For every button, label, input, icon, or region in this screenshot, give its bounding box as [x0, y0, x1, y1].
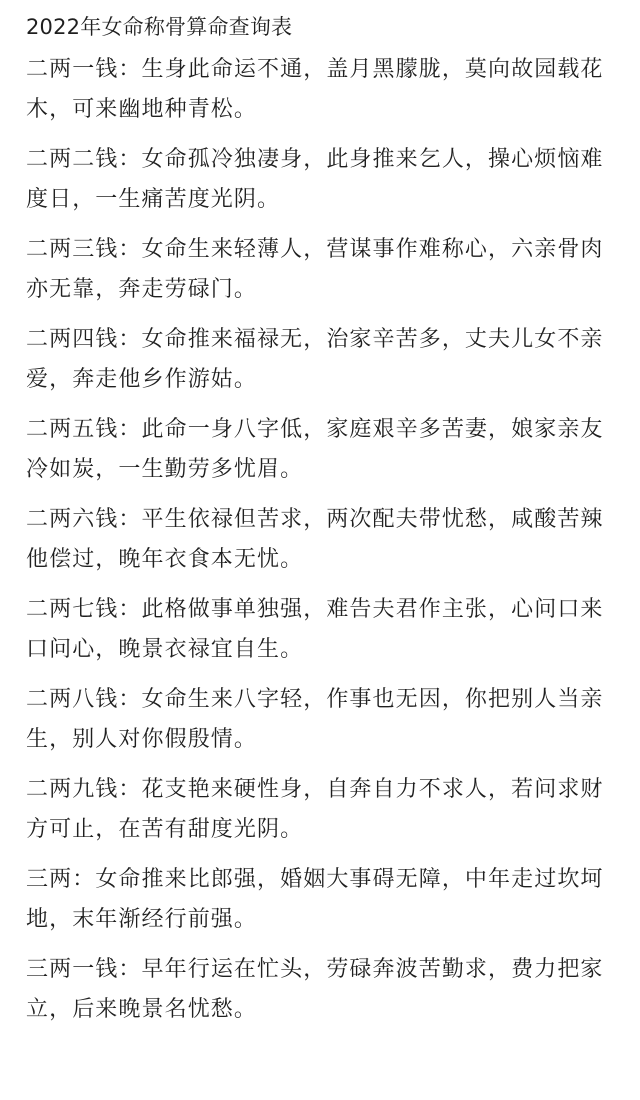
- fortune-entry-3-0: 三两：女命推来比郎强，婚姻大事碍无障，中年走过坎坷地，末年渐经行前强。: [26, 867, 604, 932]
- fortune-verse: 平生依禄但苦求，两次配夫带忧愁，咸酸苦辣他偿过，晚年衣食本无忧。: [26, 507, 604, 572]
- fortune-verse: 花支艳来硬性身，自奔自力不求人，若问求财方可止，在苦有甜度光阴。: [26, 777, 604, 842]
- fortune-verse: 女命生来八字轻，作事也无因，你把别人当亲生，别人对你假殷情。: [26, 687, 604, 752]
- bone-weight-label: 三两一钱: [26, 957, 119, 982]
- bone-weight-label: 三两: [26, 867, 73, 892]
- fortune-entry-2-7: 二两七钱：此格做事单独强，难告夫君作主张，心问口来口问心，晚景衣禄宜自生。: [26, 597, 604, 662]
- fortune-entry-2-8: 二两八钱：女命生来八字轻，作事也无因，你把别人当亲生，别人对你假殷情。: [26, 687, 604, 752]
- fortune-verse: 女命推来比郎强，婚姻大事碍无障，中年走过坎坷地，末年渐经行前强。: [26, 867, 604, 932]
- bone-weight-label: 二两一钱: [26, 57, 119, 82]
- fortune-entry-3-1: 三两一钱：早年行运在忙头，劳碌奔波苦勤求，费力把家立，后来晚景名忧愁。: [26, 957, 604, 1022]
- fortune-entry-2-5: 二两五钱：此命一身八字低，家庭艰辛多苦妻，娘家亲友冷如炭，一生勤劳多忧眉。: [26, 417, 604, 482]
- bone-weight-label: 二两八钱: [26, 687, 119, 712]
- bone-weight-label: 二两三钱: [26, 237, 119, 262]
- fortune-entry-2-1: 二两一钱：生身此命运不通，盖月黑朦胧，莫向故园载花木，可来幽地种青松。: [26, 57, 604, 122]
- fortune-verse: 生身此命运不通，盖月黑朦胧，莫向故园载花木，可来幽地种青松。: [26, 57, 604, 122]
- page-title: 2022年女命称骨算命查询表: [26, 15, 293, 39]
- fortune-verse: 早年行运在忙头，劳碌奔波苦勤求，费力把家立，后来晚景名忧愁。: [26, 957, 604, 1022]
- fortune-entry-2-6: 二两六钱：平生依禄但苦求，两次配夫带忧愁，咸酸苦辣他偿过，晚年衣食本无忧。: [26, 507, 604, 572]
- fortune-entry-2-9: 二两九钱：花支艳来硬性身，自奔自力不求人，若问求财方可止，在苦有甜度光阴。: [26, 777, 604, 842]
- bone-weight-label: 二两五钱: [26, 417, 119, 442]
- fortune-verse: 此命一身八字低，家庭艰辛多苦妻，娘家亲友冷如炭，一生勤劳多忧眉。: [26, 417, 604, 482]
- bone-weight-label: 二两九钱: [26, 777, 119, 802]
- bone-weight-label: 二两六钱: [26, 507, 119, 532]
- fortune-verse: 此格做事单独强，难告夫君作主张，心问口来口问心，晚景衣禄宜自生。: [26, 597, 604, 662]
- fortune-verse: 女命推来福禄无，治家辛苦多，丈夫儿女不亲爱，奔走他乡作游姑。: [26, 327, 604, 392]
- fortune-verse: 女命孤冷独凄身，此身推来乞人，操心烦恼难度日，一生痛苦度光阴。: [26, 147, 604, 212]
- fortune-entry-2-4: 二两四钱：女命推来福禄无，治家辛苦多，丈夫儿女不亲爱，奔走他乡作游姑。: [26, 327, 604, 392]
- bone-weight-label: 二两四钱: [26, 327, 119, 352]
- fortune-entry-2-2: 二两二钱：女命孤冷独凄身，此身推来乞人，操心烦恼难度日，一生痛苦度光阴。: [26, 147, 604, 212]
- bone-weight-label: 二两七钱: [26, 597, 119, 622]
- fortune-verse: 女命生来轻薄人，营谋事作难称心，六亲骨肉亦无靠，奔走劳碌门。: [26, 237, 604, 302]
- bone-weight-label: 二两二钱: [26, 147, 119, 172]
- fortune-entry-2-3: 二两三钱：女命生来轻薄人，营谋事作难称心，六亲骨肉亦无靠，奔走劳碌门。: [26, 237, 604, 302]
